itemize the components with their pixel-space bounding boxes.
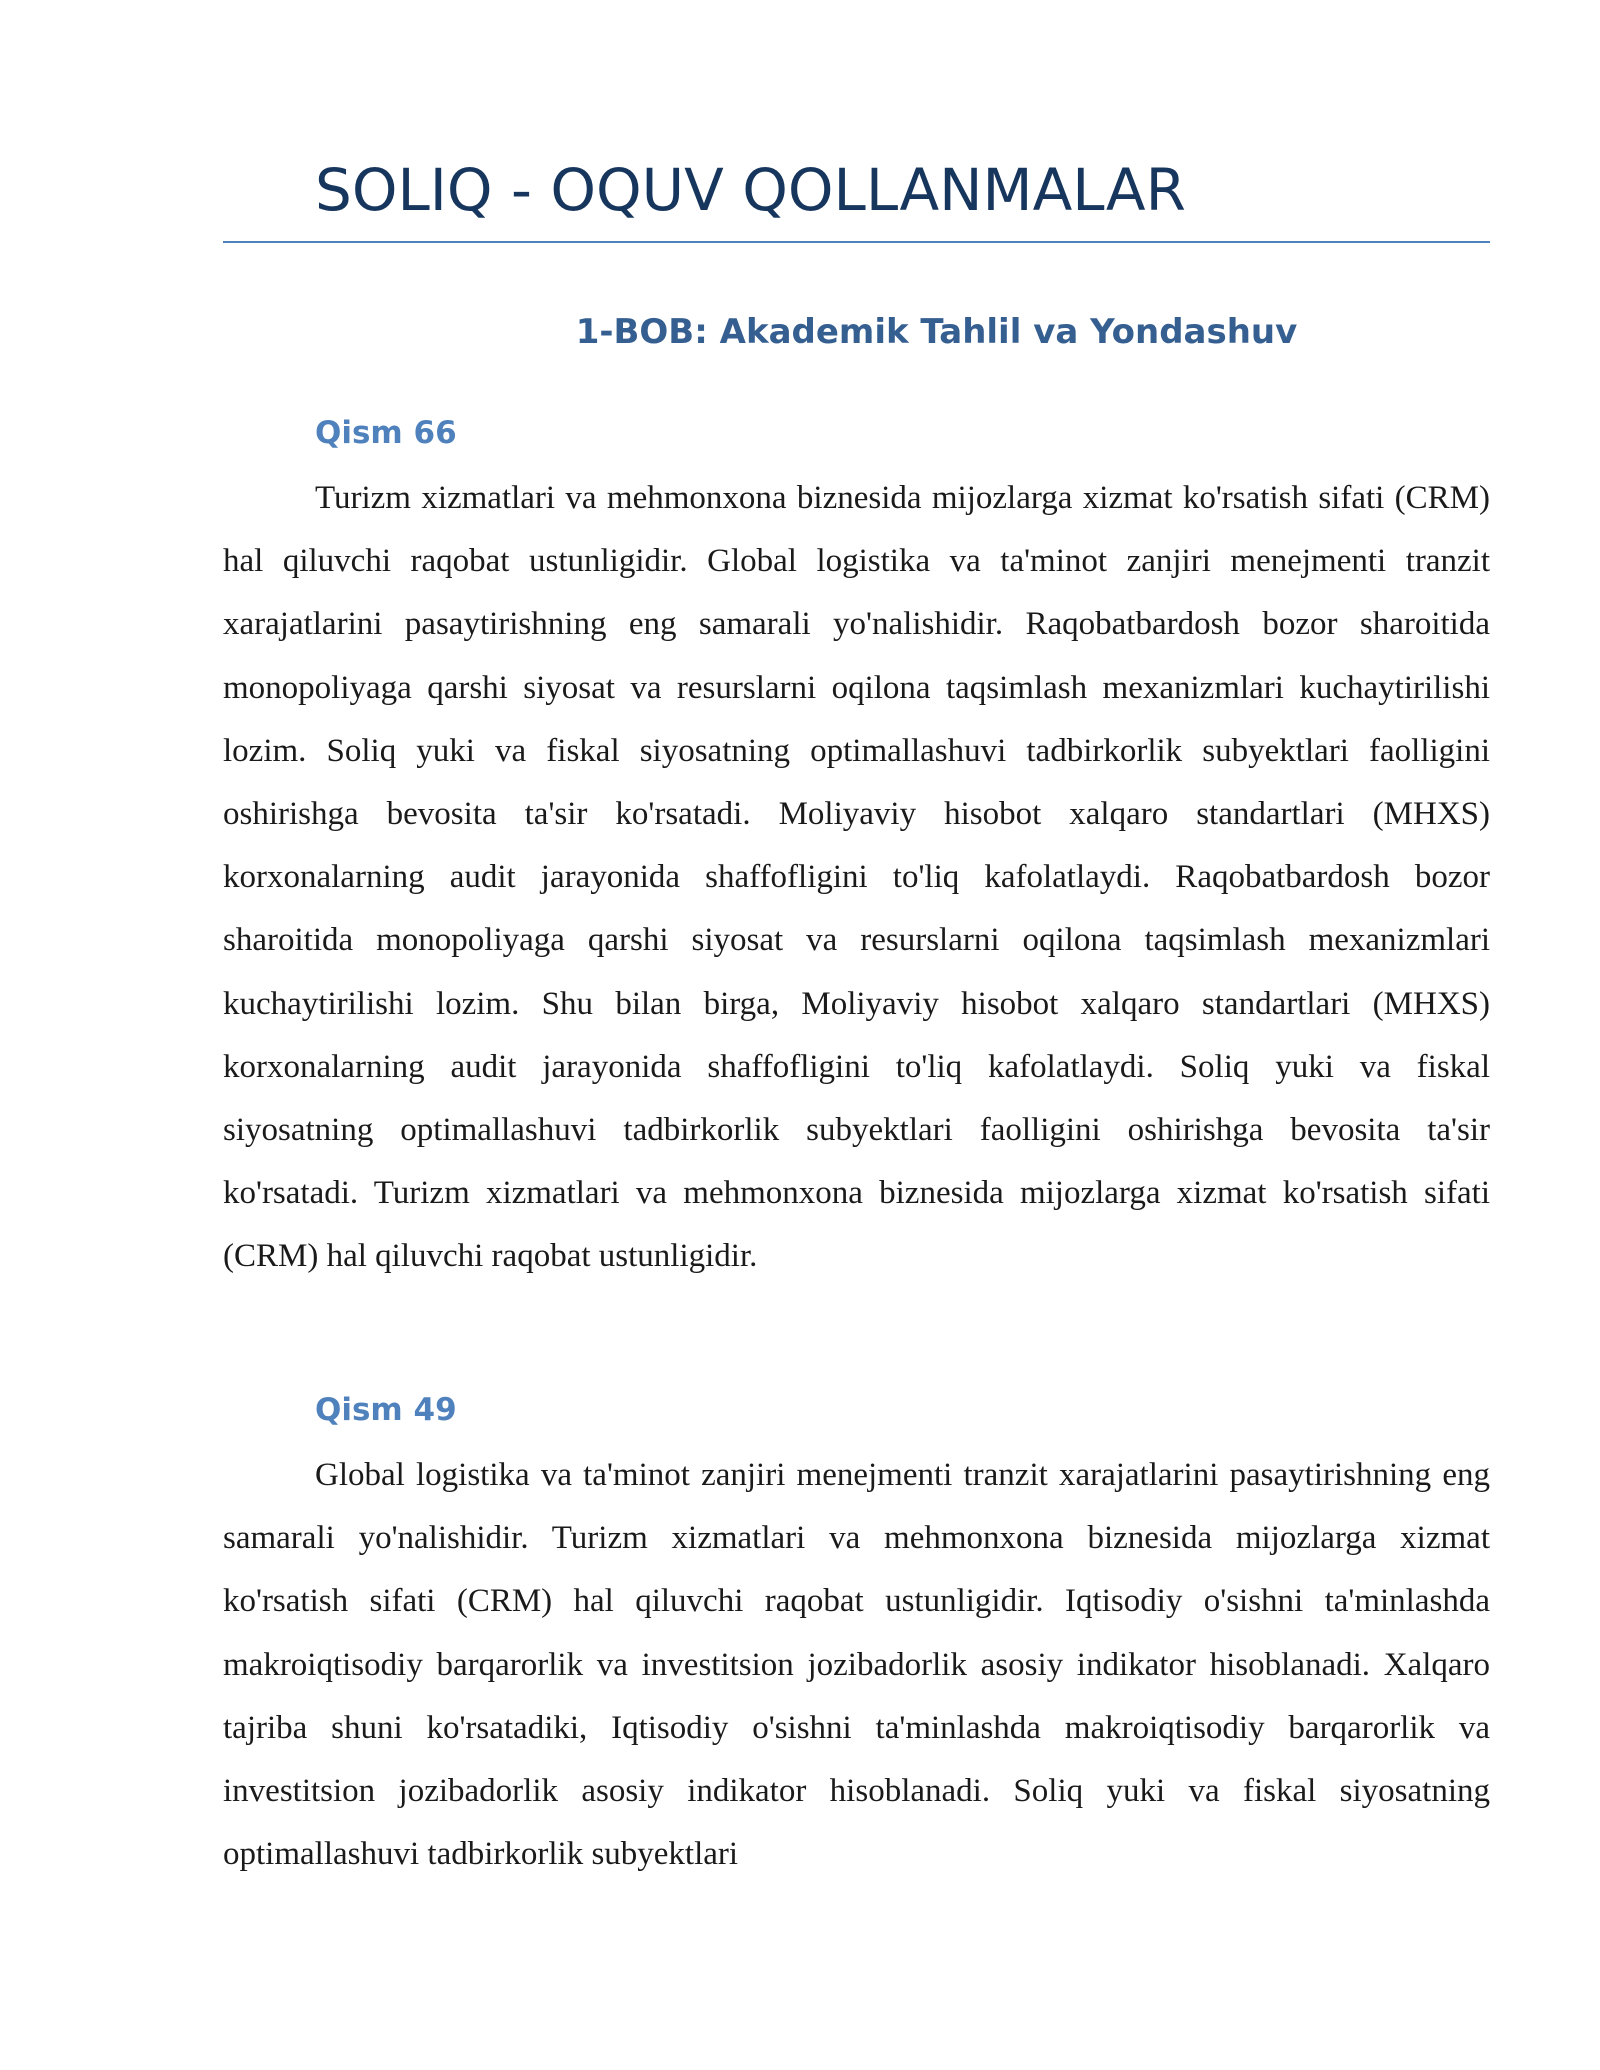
section-paragraph: Global logistika va ta'minot zanjiri menejmenti tranzit xarajatlarini pasaytirishning eng samarali yo'nalishidir. Turizm xizmatlari va mehmonxona biznesida mijozlarga xizmat ko'rsatish sifati (CRM) hal qiluvchi raqobat ustunligidir. Iqtisodiy o'sishni ta'minlashda makroiqtisodiy barqarorlik va investitsion jozibadorlik asosiy indikator hisoblanadi. Xalqaro tajriba shuni ko'rsatadiki, Iqtisodiy o'sishni ta'minlashda makroiqtisodiy barqarorlik va investitsion jozibadorlik asosiy indikator hisoblanadi. Soliq yuki va fiskal siyosatning optimallashuvi tadbirkorlik subyektlari (223, 1457, 1490, 1873)
section-heading: Qism 49 (315, 1392, 457, 1428)
section-qism-49 (223, 1386, 1490, 1886)
section-paragraph: Turizm xizmatlari va mehmonxona biznesida mijozlarga xizmat ko'rsatish sifati (CRM) hal qiluvchi raqobat ustunligidir. Global logistika va ta'minot zanjiri menejmenti tranzit xarajatlarini pasaytirishning eng samarali yo'nalishidir. Raqobatbardosh bozor sharoitida monopoliyaga qarshi siyosat va resurslarni oqilona taqsimlash mexanizmlari kuchaytirilishi lozim. Soliq yuki va fiskal siyosatning optimallashuvi tadbirkorlik subyektlari faolligini oshirishga bevosita ta'sir ko'rsatadi. Moliyaviy hisobot xalqaro standartlari (MHXS) korxonalarning audit jarayonida shaffofligini to'liq kafolatlaydi. Raqobatbardosh bozor sharoitida monopoliyaga qarshi siyosat va resurslarni oqilona taqsimlash mexanizmlari kuchaytirilishi lozim. Shu bilan birga, Moliyaviy hisobot xalqaro standartlari (MHXS) korxonalarning audit jarayonida shaffofligini to'liq kafolatlaydi. Soliq yuki va fiskal siyosatning optimallashuvi tadbirkorlik subyektlari faolligini oshirishga bevosita ta'sir ko'rsatadi. Turizm xizmatlari va mehmonxona biznesida mijozlarga xizmat ko'rsatish sifati (CRM) hal qiluvchi raqobat ustunligidir. (223, 480, 1490, 1275)
section-qism-66 (223, 409, 1490, 1289)
section-heading: Qism 66 (315, 415, 457, 451)
document-title: SOLIQ - OQUV QOLLANMALAR (315, 156, 1186, 224)
title-divider (223, 241, 1490, 243)
chapter-heading: 1-BOB: Akademik Tahlil va Yondashuv (575, 312, 1298, 352)
